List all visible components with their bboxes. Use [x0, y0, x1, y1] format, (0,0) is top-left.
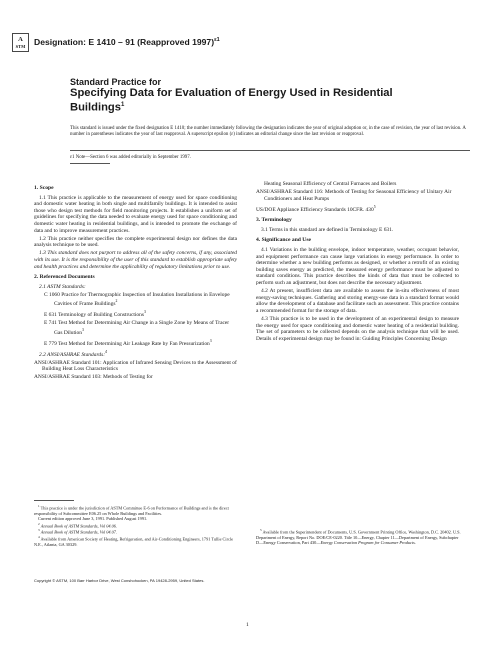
footnote-2 — [34, 522, 239, 529]
paragraph-1-1: 1.1 This practice is applicable to the measurement of energy used for space conditioning and domestic water heating in both single and multifamily buildings. It is intended to assist those who design test methods for field monitoring projects. It establishes a uniform set of guidelines for specifying the data needed to evaluate energy used for space conditioning and domestic water heating in residential buildings, and is intended to promote the exchange of data and to improve measurement practices. — [34, 194, 237, 234]
reference-text: E 779 Test Method for Determining Air Leakage Rate by Fan Pressurization — [44, 340, 210, 347]
footnote-1-edition: Current edition approved June 3, 1991. Published August 1991. — [38, 516, 148, 522]
designation-text: Designation: E 1410 – 91 (Reapproved 1997) — [34, 37, 215, 47]
footnote-divider — [34, 500, 74, 501]
footnote-number: 5 — [260, 528, 262, 532]
footnote-1 — [34, 504, 239, 516]
reference-ashrae-101: ANSI/ASHRAE Standard 101: Application of Infrared Sensing Devices to the Assessment of Building Heat Loss Characteristics — [34, 359, 237, 373]
reference-e631 — [34, 309, 237, 318]
section-heading-terminology: 3. Terminology — [256, 217, 292, 224]
reference-doe — [256, 204, 459, 213]
reference-ashrae-103: ANSI/ASHRAE Standard 103: Methods of Testing for — [34, 374, 153, 381]
reference-text: E 631 Terminology of Building Constructions — [44, 312, 144, 319]
section-heading-significance-and-use: 4. Significance and Use — [256, 237, 312, 244]
footnote-text: This practice is under the jurisdiction of ASTM Committee E-6 on Performance of Buildings and is the direct responsibility of Subcommittee E06.25 on Whole Buildings and Facilities. — [34, 505, 229, 516]
reference-e741 — [34, 320, 237, 336]
page-number: 1 — [246, 622, 249, 628]
paragraph-4-3: 4.3 This practice is to be used in the development of an experimental design to measure the energy used for space conditioning and domestic water heating of a residential building. The set of parameters to be collected depends on the analysis technique that will be used. Details of experimental design may be found in: Guiding Principles Concerning Design — [256, 315, 459, 342]
subheading-ashrae-standards — [34, 349, 237, 358]
paragraph-3-1: 3.1 Terms in this standard are defined in Terminology E 631. — [261, 226, 394, 233]
reference-text: US/DOE Appliance Efficiency Standards 10CFR. 430 — [256, 206, 374, 213]
title-footnote-ref: 1 — [120, 102, 125, 108]
left-column — [34, 181, 237, 382]
right-column — [256, 181, 459, 344]
footnote-3 — [34, 528, 239, 535]
svg-text:STM: STM — [15, 44, 26, 49]
footnote-ref: 2 — [115, 299, 118, 304]
reference-e779 — [34, 338, 237, 347]
astm-logo-icon — [12, 33, 29, 52]
footnote-number: 1 — [38, 504, 40, 508]
section-heading-scope: 1. Scope — [34, 185, 54, 191]
editorial-note: ε1 Note—Section 6 was added editorially in September 1997. — [70, 155, 191, 160]
footnote-text: Annual Book of ASTM Standards, Vol 04.07. — [40, 529, 118, 535]
divider — [70, 163, 110, 164]
footnote-ref: 3 — [143, 310, 146, 315]
section-heading-referenced-documents: 2. Referenced Documents — [34, 274, 95, 281]
svg-text:A: A — [18, 36, 23, 43]
footnote-ref: 4 — [105, 349, 107, 354]
title-text: Specifying Data for Evaluation of Energy Used in Residential Buildings — [70, 87, 393, 114]
footnotes-right — [256, 528, 461, 546]
footnote-ref: 3 — [81, 327, 84, 332]
footnote-text: Available from American Society of Heating, Refrigeration, and Air-Conditioning Engineers, 1791 Tullie Circle N.E., Atlanta, GA 30329. — [34, 536, 234, 548]
paragraph-1-3: 1.3 This standard does not purport to address all of the safety concerns, if any, associated with its use. It is the responsibility of the user of this standard to establish appropriate safety and health practices and determine the applicability of regulatory limitations prior to use. — [34, 250, 237, 270]
reference-c1060 — [34, 292, 237, 308]
issued-note: This standard is issued under the fixed designation E 1410; the number immediately following the designation indicates the year of original adoption or, in the case of revision, the year of last revision. A number in parentheses indicates the year of last reapproval. A superscript epsilon (ε) indicates an editorial change since the last revision or reapproval. — [70, 126, 466, 137]
designation — [34, 37, 220, 47]
subheading-astm-standards: 2.1 ASTM Standards: — [39, 283, 86, 290]
subheading-text: 2.2 ANSI/ASHRAE Standards: — [39, 351, 106, 358]
footnote-ref: 3 — [209, 338, 212, 343]
reference-text: C 1060 Practice for Thermographic Inspection of Insulation Installations in Envelope Cavities of Frame Buildings — [44, 291, 230, 308]
footnote-number: 2 — [38, 521, 40, 526]
footnote-text: Available from the Superintendent of Documents, U.S. Government Printing Office, Washington, D.C. 20402. U.S. Department of Energy, Report No. DOE/CE-0220. Title 10—Energy, Chapter 11—Department of Energy, Subchapter D—Energy Conservation, Part 430— — [256, 529, 461, 546]
paragraph-4-2: 4.2 At present, insufficient data are available to assess the in-situ effectiveness of most energy-saving techniques. Gathering and storing energy-use data in a standard format would allow the development of a database and facilitate such an assessment. This practice contains a recommended format for the storage of data. — [256, 288, 459, 314]
footnote-number: 4 — [38, 535, 40, 540]
document-title — [70, 87, 430, 114]
reference-ashrae-116: ANSI/ASHRAE Standard 116: Methods of Testing for Seasonal Efficiency of Unitary Air Conditioners and Heat Pumps — [256, 189, 452, 202]
designation-epsilon: ε1 — [214, 37, 220, 44]
footnotes-left — [34, 504, 239, 548]
footnote-5 — [256, 528, 461, 546]
paragraph-4-1: 4.1 Variations in the building envelope, indoor temperature, weather, occupant behavior, and equipment performance can cause large variations in energy performance. In order to determine whether a new building performs as designed, or whether a retrofit of an existing building saves energy as predicted, the measured energy performance must be adjusted to standard conditions. This practice describes the kinds of data that must be collected to perform such an adjustment, but does not describe the necessary adjustment. — [256, 246, 459, 286]
paragraph-1-2: 1.2 This practice neither specifies the complete experimental design nor defines the data analysis technique to be used. — [34, 235, 237, 249]
divider — [70, 150, 470, 151]
footnote-text-italic: Energy Conservation Program for Consumer Products. — [320, 540, 416, 546]
footnote-number: 3 — [38, 528, 40, 533]
standard-label: Standard Practice for — [70, 77, 162, 87]
footnote-4 — [34, 535, 239, 547]
footnote-text: Annual Book of ASTM Standards, Vol 04.06. — [40, 523, 118, 529]
reference-ashrae-103-continued: Heating Seasonal Efficiency of Central Furnaces and Boilers — [264, 181, 397, 187]
copyright-line: Copyright © ASTM, 100 Barr Harbor Drive, West Conshohocken, PA 19428-2959, United States. — [34, 578, 205, 583]
footnote-ref: 5 — [373, 204, 376, 209]
reference-text: E 741 Test Method for Determining Air Change in a Single Zone by Means of Tracer Gas Dilution — [44, 320, 230, 336]
